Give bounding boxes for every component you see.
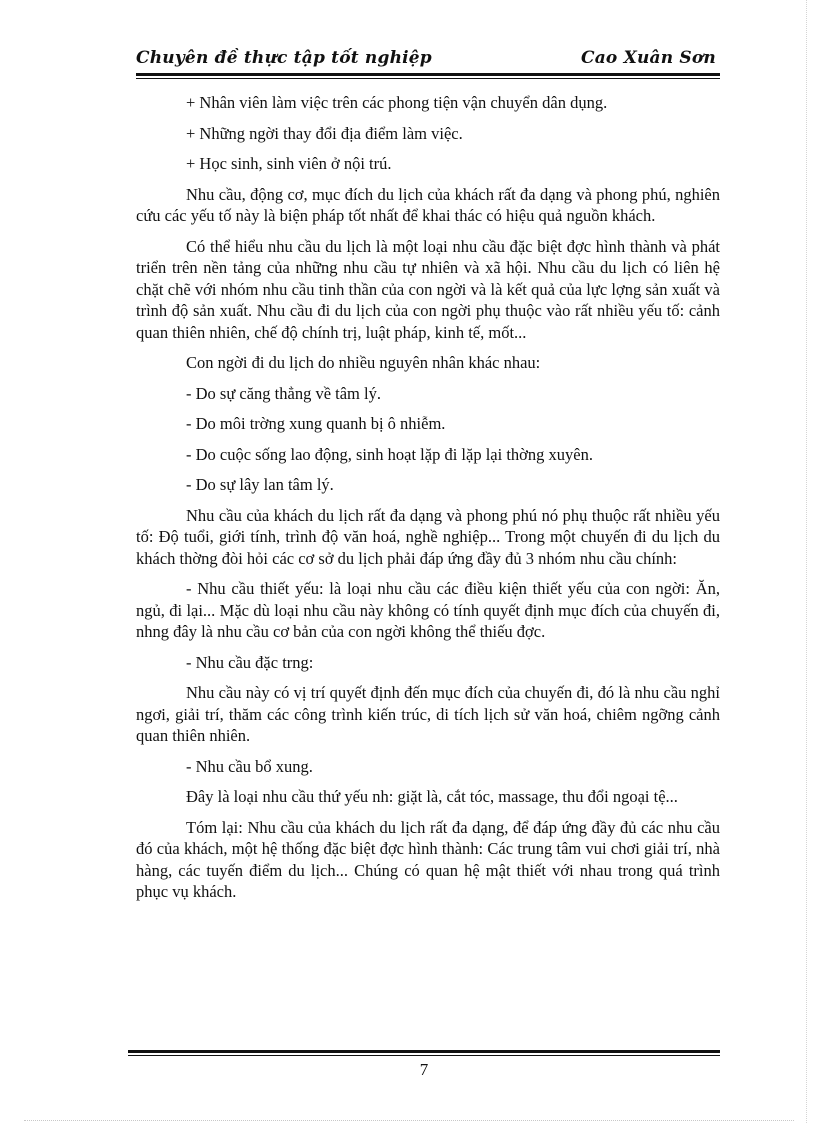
list-item: - Do môi trờng xung quanh bị ô nhiễm. [186, 414, 446, 433]
footer-rule-thin [128, 1055, 720, 1056]
paragraph: Nhu cầu này có vị trí quyết định đến mục đích của chuyến đi, đó là nhu cầu nghỉ ngơi, giải trí, thăm các công trình kiến trúc, di tích lịch sử văn hoá, chiêm ngỡng cảnh quan thiên nhiên. [136, 683, 720, 745]
header-rule-thin [136, 78, 720, 79]
paragraph: - Nhu cầu thiết yếu: là loại nhu cầu các điều kiện thiết yếu của con ngời: Ăn, ngủ, đi lại... Mặc dù loại nhu cầu này không có tính quyết định mục đích của chuyến đi, nhng đây là nhu cầu cơ bản của con ngời không thể thiếu đợc. [136, 579, 720, 641]
page-edge-bottom [24, 1120, 794, 1121]
body-text [136, 92, 720, 912]
paragraph: Đây là loại nhu cầu thứ yếu nh: giặt là, cắt tóc, massage, thu đổi ngoại tệ... [186, 787, 678, 806]
list-item: - Do sự căng thẳng về tâm lý. [186, 383, 381, 403]
page-number: 7 [419, 1060, 429, 1079]
list-item: + Học sinh, sinh viên ở nội trú. [186, 154, 392, 173]
paragraph: Con ngời đi du lịch do nhiều nguyên nhân khác nhau: [186, 353, 541, 372]
footer-rule [128, 1050, 720, 1053]
list-item: - Do sự lây lan tâm lý. [186, 475, 334, 494]
page-header [136, 46, 720, 72]
paragraph: Nhu cầu của khách du lịch rất đa dạng và phong phú nó phụ thuộc rất nhiều yếu tố: Độ tuổi, giới tính, trình độ văn hoá, nghề nghiệp... Trong một chuyến đi du lịch du khách thờng đòi hỏi các cơ sở du lịch phải đáp ứng đầy đủ 3 nhóm nhu cầu chính: [136, 505, 720, 568]
list-item: + Nhân viên làm việc trên các phong tiện vận chuyển dân dụng. [186, 93, 608, 112]
list-item: - Do cuộc sống lao động, sinh hoạt lặp đi lặp lại thờng xuyên. [186, 444, 593, 464]
header-author: Cao Xuân Sơn [580, 48, 716, 68]
paragraph: Nhu cầu, động cơ, mục đích du lịch của khách rất đa dạng và phong phú, nghiên cứu các yếu tố này là biện pháp tốt nhất để khai thác có hiệu quả nguồn khách. [136, 184, 720, 225]
list-item: - Nhu cầu bổ xung. [186, 756, 313, 776]
header-title: Chuyên đề thực tập tốt nghiệp [136, 48, 432, 68]
list-item: - Nhu cầu đặc trng: [186, 652, 314, 672]
page-edge-right [806, 0, 807, 1123]
header-rule [136, 73, 720, 76]
paragraph: Có thể hiểu nhu cầu du lịch là một loại nhu cầu đặc biệt đợc hình thành và phát triển trên nền tảng của những nhu cầu tự nhiên và xã hội. Nhu cầu du lịch có liên hệ chặt chẽ với nhóm nhu cầu tinh thần của con ngời và là kết quả của lực lợng sản xuất và trình độ sản xuất. Nhu cầu đi du lịch của con ngời phụ thuộc vào rất nhiều yếu tố: cảnh quan thiên nhiên, chế độ chính trị, luật pháp, kinh tế, mốt... [136, 236, 720, 342]
paragraph: Tóm lại: Nhu cầu của khách du lịch rất đa dạng, để đáp ứng đầy đủ các nhu cầu đó của khách, một hệ thống đặc biệt đợc hình thành: Các trung tâm vui chơi giải trí, nhà hàng, các tuyến điểm du lịch... Chúng có quan hệ mật thiết với nhau trong quá trình phục vụ khách. [136, 817, 720, 901]
list-item: + Những ngời thay đổi địa điểm làm việc. [186, 123, 463, 143]
